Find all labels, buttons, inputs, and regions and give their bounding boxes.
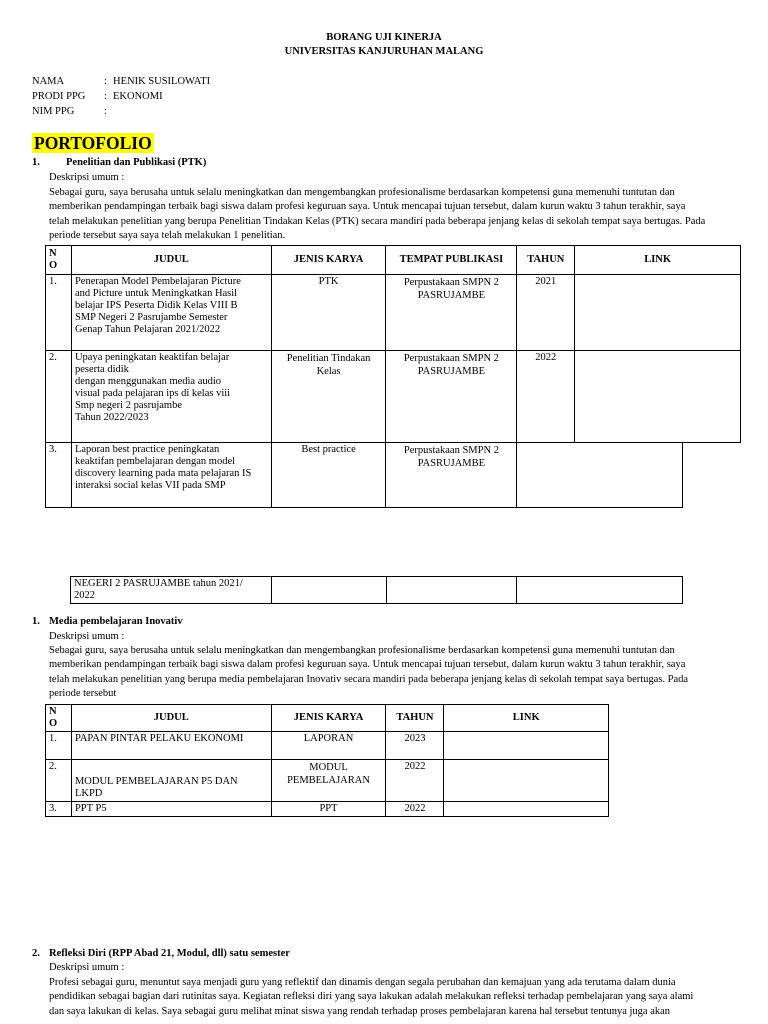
col-header-tahun: TAHUN — [517, 246, 575, 275]
col-header-jenis: JENIS KARYA — [271, 246, 386, 275]
table-row — [46, 275, 741, 351]
identity-sep-nama: : — [104, 76, 107, 87]
paragraph-line: Profesi sebagai guru, menuntut saya menjadi guru yang reflektif dan dinamis dengan segala perubahan dan kemajuan yang ada terutama dalam dunia — [49, 977, 676, 988]
university-name: UNIVERSITAS KANJURUHAN MALANG — [284, 46, 484, 57]
table-row — [46, 802, 609, 817]
identity-sep-prodi: : — [104, 91, 107, 102]
table-row — [46, 760, 609, 802]
paragraph-line: Sebagai guru, saya berusaha untuk selalu meningkatkan dan mengembangkan profesionalisme berdasarkan kompetensi guna memenuhi tuntutan dan — [49, 187, 675, 198]
col-header-judul: JUDUL — [71, 246, 271, 275]
cell-link[interactable] — [575, 351, 741, 443]
cell-empty — [271, 577, 386, 604]
table-row — [71, 577, 683, 604]
col-header-link: LINK — [575, 246, 741, 275]
cell-no: 1. — [46, 732, 72, 760]
identity-sep-nim: : — [104, 106, 107, 117]
cell-judul: Laporan best practice peningkatan keaktifan pembelajaran dengan model discovery learning pada mata pelajaran IS interaksi social kelas VII pada SMP — [71, 443, 271, 508]
cell-no: 1. — [46, 275, 72, 351]
col-header-no: N O — [46, 705, 72, 732]
cell-empty — [386, 577, 517, 604]
table-row — [46, 351, 741, 443]
section2-title: Media pembelajaran Inovativ — [49, 616, 183, 627]
paragraph-line: dan saya lakukan di kelas. Saya sebagai guru melihat minat siswa yang rendah terhadap proses pembelajaran karena hal tersebut tentunya juga akan — [49, 1005, 671, 1017]
cell-judul: PAPAN PINTAR PELAKU EKONOMI — [71, 732, 271, 760]
cell-tempat: Perpustakaan SMPN 2 PASRUJAMBE — [386, 443, 517, 508]
section1-paragraph — [49, 186, 735, 244]
col-header-judul: JUDUL — [71, 705, 271, 732]
continuation-table — [70, 576, 683, 604]
identity-label-nama: NAMA — [32, 76, 65, 87]
cell-tahun: 2022 — [517, 351, 575, 443]
cell-jenis: MODUL PEMBELAJARAN — [271, 760, 386, 802]
portfolio-heading: PORTOFOLIO — [34, 133, 152, 153]
identity-value-nama: HENIK SUSILOWATI — [113, 76, 211, 87]
cell-tahun: 2021 — [517, 275, 575, 351]
paragraph-line: telah melakukan penelitian yang berupa media pembelajaran Inovativ secara mandiri pada beberapa jenjang kelas di sekolah tempat saya bertugas. Pada — [49, 673, 689, 685]
cell-jenis: LAPORAN — [271, 732, 386, 760]
cell-link[interactable] — [444, 760, 609, 802]
section3-desc-label: Deskripsi umum : — [49, 962, 125, 973]
publication-table — [45, 245, 741, 443]
section2-desc-label: Deskripsi umum : — [49, 631, 125, 642]
cell-tempat: Perpustakaan SMPN 2 PASRUJAMBE — [386, 275, 517, 351]
col-header-tahun: TAHUN — [386, 705, 444, 732]
paragraph-line: pendidikan sebagai bagian dari rutinitas saya. Kegiatan refleksi diri yang saya lakukan adalah melakukan refleksi terhadap pembelajaran yang saya alami — [49, 991, 694, 1003]
section2-number: 1. — [32, 616, 40, 627]
table-header-row — [46, 246, 741, 275]
cell-judul: Upaya peningkatan keaktifan belajar peserta didik dengan menggunakan media audio visual pada pelajaran ips di kelas viii Smp negeri 2 pasrujambe Tahun 2022/2023 — [71, 351, 271, 443]
cell-judul: MODUL PEMBELAJARAN P5 DAN LKPD — [71, 760, 271, 802]
section1-number: 1. — [32, 157, 40, 168]
cell-no: 3. — [46, 443, 72, 508]
paragraph-line: periode tersebut — [49, 688, 117, 700]
cell-judul: Penerapan Model Pembelajaran Picture and Picture untuk Meningkatkan Hasil belajar IPS Peserta Didik Kelas VIII B SMP Negeri 2 Pasrujambe Semester Genap Tahun Pelajaran 2021/2022 — [71, 275, 271, 351]
col-header-link: LINK — [444, 705, 609, 732]
cell-jenis: Penelitian Tindakan Kelas — [271, 351, 386, 443]
identity-label-prodi: PRODI PPG — [32, 91, 86, 102]
cell-link[interactable] — [575, 275, 741, 351]
cell-tahun-link — [517, 443, 683, 508]
cell-no: 2. — [46, 351, 72, 443]
paragraph-line: memberikan pendampingan terbaik bagi siswa dalam profesi keguruan saya. Untuk mencapai tujuan tersebut, dalam kurun waktu 3 tahun terakhir, saya — [49, 201, 686, 213]
col-header-jenis: JENIS KARYA — [271, 705, 386, 732]
section2-paragraph — [49, 644, 735, 702]
cell-tahun: 2022 — [386, 802, 444, 817]
document-title: BORANG UJI KINERJA — [326, 32, 442, 43]
table-row — [46, 732, 609, 760]
publication-table-row3 — [45, 442, 683, 508]
cell-no: 3. — [46, 802, 72, 817]
paragraph-line: Sebagai guru, saya berusaha untuk selalu meningkatkan dan mengembangkan profesionalisme berdasarkan kompetensi guna memenuhi tuntutan dan — [49, 645, 675, 656]
cell-tahun: 2022 — [386, 760, 444, 802]
cell-link[interactable] — [444, 732, 609, 760]
section3-title: Refleksi Diri (RPP Abad 21, Modul, dll) satu semester — [49, 948, 290, 959]
col-header-tempat: TEMPAT PUBLIKASI — [386, 246, 517, 275]
section1-desc-label: Deskripsi umum : — [49, 172, 125, 183]
paragraph-line: telah melakukan penelitian yang berupa Penelitian Tindakan Kelas (PTK) secara mandiri pada beberapa jenjang kelas di sekolah tempat saya bertugas. Pada — [49, 215, 706, 227]
identity-value-prodi: EKONOMI — [113, 91, 163, 102]
cell-jenis: PTK — [271, 275, 386, 351]
cell-no: 2. — [46, 760, 72, 802]
table-header-row — [46, 705, 609, 732]
paragraph-line: periode tersebut saya saya telah melakukan 1 penelitian. — [49, 230, 286, 242]
identity-label-nim: NIM PPG — [32, 106, 75, 117]
cell-judul: PPT P5 — [71, 802, 271, 817]
section3-number: 2. — [32, 948, 40, 959]
media-table — [45, 704, 609, 817]
cell-empty — [517, 577, 683, 604]
cell-tahun: 2023 — [386, 732, 444, 760]
cell-tempat: Perpustakaan SMPN 2 PASRUJAMBE — [386, 351, 517, 443]
section1-title: Penelitian dan Publikasi (PTK) — [66, 157, 207, 168]
paragraph-line: memberikan pendampingan terbaik bagi siswa dalam profesi keguruan saya. Untuk mencapai tujuan tersebut, dalam kurun waktu 3 tahun terakhir, saya — [49, 659, 686, 671]
cell-link[interactable] — [444, 802, 609, 817]
cell-jenis: Best practice — [271, 443, 386, 508]
cell-judul-continuation: NEGERI 2 PASRUJAMBE tahun 2021/ 2022 — [71, 577, 272, 604]
cell-jenis: PPT — [271, 802, 386, 817]
col-header-no: N O — [46, 246, 72, 275]
table-row — [46, 443, 683, 508]
section3-paragraph — [49, 976, 735, 1019]
